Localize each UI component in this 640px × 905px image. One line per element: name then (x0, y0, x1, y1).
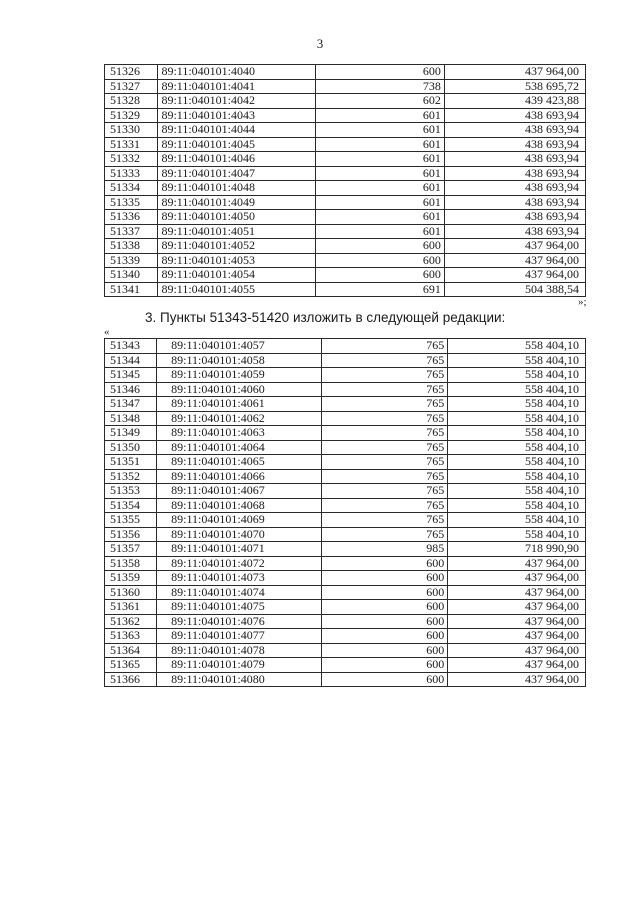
plot-number-cell: 51362 (105, 614, 157, 629)
area-cell: 765 (322, 498, 448, 513)
area-cell: 765 (322, 484, 448, 499)
table-row (105, 253, 586, 268)
cadastral-value-cell: 558 404,10 (448, 426, 586, 441)
plot-number-cell: 51350 (105, 440, 157, 455)
cadastral-number-cell: 89:11:040101:4072 (157, 556, 322, 571)
area-cell: 600 (322, 585, 448, 600)
cadastral-value-cell: 558 404,10 (448, 382, 586, 397)
land-plots-table-2 (104, 338, 586, 687)
plot-number-cell: 51363 (105, 629, 157, 644)
cadastral-value-cell: 437 964,00 (448, 614, 586, 629)
cadastral-number-cell: 89:11:040101:4060 (157, 382, 322, 397)
instruction-paragraph: 3. Пункты 51343-51420 изложить в следующей редакции: (145, 310, 506, 325)
cadastral-number-cell: 89:11:040101:4070 (157, 527, 322, 542)
area-cell: 765 (322, 513, 448, 528)
cadastral-value-cell: 438 693,94 (444, 152, 585, 167)
area-cell: 600 (322, 600, 448, 615)
area-cell: 600 (315, 239, 444, 254)
cadastral-number-cell: 89:11:040101:4079 (157, 658, 322, 673)
cadastral-value-cell: 558 404,10 (448, 339, 586, 354)
table-row (105, 239, 586, 254)
table-row (105, 382, 586, 397)
table-row (105, 181, 586, 196)
area-cell: 601 (315, 166, 444, 181)
table-row (105, 455, 586, 470)
table-row (105, 224, 586, 239)
cadastral-number-cell: 89:11:040101:4045 (158, 137, 315, 152)
cadastral-number-cell: 89:11:040101:4048 (158, 181, 315, 196)
cadastral-number-cell: 89:11:040101:4080 (157, 672, 322, 687)
table-row (105, 614, 586, 629)
area-cell: 600 (322, 629, 448, 644)
table-row (105, 195, 586, 210)
area-cell: 738 (315, 79, 444, 94)
plot-number-cell: 51354 (105, 498, 157, 513)
table-row (105, 556, 586, 571)
cadastral-number-cell: 89:11:040101:4043 (158, 108, 315, 123)
plot-number-cell: 51329 (105, 108, 158, 123)
cadastral-number-cell: 89:11:040101:4057 (157, 339, 322, 354)
table-row (105, 210, 586, 225)
cadastral-number-cell: 89:11:040101:4054 (158, 268, 315, 283)
area-cell: 765 (322, 339, 448, 354)
plot-number-cell: 51353 (105, 484, 157, 499)
cadastral-number-cell: 89:11:040101:4047 (158, 166, 315, 181)
cadastral-value-cell: 437 964,00 (448, 629, 586, 644)
area-cell: 601 (315, 152, 444, 167)
cadastral-number-cell: 89:11:040101:4069 (157, 513, 322, 528)
cadastral-value-cell: 438 693,94 (444, 181, 585, 196)
cadastral-value-cell: 558 404,10 (448, 498, 586, 513)
table-row (105, 527, 586, 542)
cadastral-value-cell: 437 964,00 (444, 65, 585, 80)
cadastral-value-cell: 718 990,90 (448, 542, 586, 557)
cadastral-value-cell: 438 693,94 (444, 108, 585, 123)
cadastral-value-cell: 437 964,00 (448, 585, 586, 600)
plot-number-cell: 51335 (105, 195, 158, 210)
plot-number-cell: 51343 (105, 339, 157, 354)
cadastral-value-cell: 558 404,10 (448, 353, 586, 368)
cadastral-value-cell: 437 964,00 (448, 672, 586, 687)
cadastral-number-cell: 89:11:040101:4067 (157, 484, 322, 499)
table-row (105, 440, 586, 455)
table-row (105, 513, 586, 528)
table-row (105, 426, 586, 441)
cadastral-value-cell: 504 388,54 (444, 282, 585, 297)
plot-number-cell: 51341 (105, 282, 158, 297)
cadastral-number-cell: 89:11:040101:4058 (157, 353, 322, 368)
plot-number-cell: 51338 (105, 239, 158, 254)
area-cell: 600 (315, 253, 444, 268)
closing-quote: »; (578, 296, 587, 308)
table-row (105, 571, 586, 586)
plot-number-cell: 51364 (105, 643, 157, 658)
cadastral-number-cell: 89:11:040101:4075 (157, 600, 322, 615)
table-row (105, 600, 586, 615)
plot-number-cell: 51334 (105, 181, 158, 196)
table-row (105, 94, 586, 109)
table-row (105, 469, 586, 484)
area-cell: 601 (315, 195, 444, 210)
table-1-body (105, 65, 586, 297)
cadastral-value-cell: 438 693,94 (444, 224, 585, 239)
area-cell: 765 (322, 527, 448, 542)
cadastral-value-cell: 437 964,00 (448, 556, 586, 571)
cadastral-value-cell: 558 404,10 (448, 397, 586, 412)
plot-number-cell: 51346 (105, 382, 157, 397)
plot-number-cell: 51332 (105, 152, 158, 167)
cadastral-value-cell: 558 404,10 (448, 368, 586, 383)
cadastral-number-cell: 89:11:040101:4061 (157, 397, 322, 412)
area-cell: 765 (322, 469, 448, 484)
plot-number-cell: 51339 (105, 253, 158, 268)
table-row (105, 585, 586, 600)
cadastral-value-cell: 437 964,00 (444, 253, 585, 268)
table-row (105, 268, 586, 283)
cadastral-value-cell: 439 423,88 (444, 94, 585, 109)
cadastral-number-cell: 89:11:040101:4077 (157, 629, 322, 644)
area-cell: 601 (315, 108, 444, 123)
plot-number-cell: 51331 (105, 137, 158, 152)
table-row (105, 339, 586, 354)
plot-number-cell: 51333 (105, 166, 158, 181)
cadastral-value-cell: 437 964,00 (444, 268, 585, 283)
cadastral-value-cell: 438 693,94 (444, 210, 585, 225)
table-row (105, 108, 586, 123)
plot-number-cell: 51326 (105, 65, 158, 80)
table-2-body (105, 339, 586, 687)
cadastral-value-cell: 558 404,10 (448, 411, 586, 426)
area-cell: 600 (315, 65, 444, 80)
table-row (105, 643, 586, 658)
plot-number-cell: 51340 (105, 268, 158, 283)
cadastral-number-cell: 89:11:040101:4062 (157, 411, 322, 426)
plot-number-cell: 51355 (105, 513, 157, 528)
plot-number-cell: 51344 (105, 353, 157, 368)
area-cell: 765 (322, 368, 448, 383)
plot-number-cell: 51361 (105, 600, 157, 615)
table-row (105, 353, 586, 368)
table-row (105, 166, 586, 181)
plot-number-cell: 51365 (105, 658, 157, 673)
table-row (105, 79, 586, 94)
cadastral-number-cell: 89:11:040101:4052 (158, 239, 315, 254)
page-number: 3 (316, 36, 324, 51)
cadastral-value-cell: 558 404,10 (448, 440, 586, 455)
plot-number-cell: 51349 (105, 426, 157, 441)
area-cell: 600 (322, 672, 448, 687)
cadastral-number-cell: 89:11:040101:4040 (158, 65, 315, 80)
cadastral-number-cell: 89:11:040101:4059 (157, 368, 322, 383)
area-cell: 600 (322, 571, 448, 586)
cadastral-number-cell: 89:11:040101:4073 (157, 571, 322, 586)
plot-number-cell: 51328 (105, 94, 158, 109)
table-row (105, 282, 586, 297)
plot-number-cell: 51337 (105, 224, 158, 239)
cadastral-number-cell: 89:11:040101:4053 (158, 253, 315, 268)
area-cell: 602 (315, 94, 444, 109)
cadastral-value-cell: 437 964,00 (448, 600, 586, 615)
area-cell: 601 (315, 181, 444, 196)
area-cell: 600 (322, 643, 448, 658)
area-cell: 765 (322, 382, 448, 397)
area-cell: 765 (322, 455, 448, 470)
area-cell: 691 (315, 282, 444, 297)
cadastral-number-cell: 89:11:040101:4068 (157, 498, 322, 513)
cadastral-value-cell: 437 964,00 (444, 239, 585, 254)
table-row (105, 411, 586, 426)
area-cell: 765 (322, 397, 448, 412)
cadastral-value-cell: 438 693,94 (444, 195, 585, 210)
area-cell: 601 (315, 137, 444, 152)
area-cell: 600 (322, 614, 448, 629)
plot-number-cell: 51352 (105, 469, 157, 484)
opening-quote: « (104, 326, 110, 338)
cadastral-number-cell: 89:11:040101:4063 (157, 426, 322, 441)
table-row (105, 484, 586, 499)
plot-number-cell: 51348 (105, 411, 157, 426)
plot-number-cell: 51366 (105, 672, 157, 687)
area-cell: 601 (315, 123, 444, 138)
table-row (105, 542, 586, 557)
table-row (105, 629, 586, 644)
cadastral-value-cell: 438 693,94 (444, 123, 585, 138)
cadastral-number-cell: 89:11:040101:4044 (158, 123, 315, 138)
cadastral-number-cell: 89:11:040101:4064 (157, 440, 322, 455)
cadastral-number-cell: 89:11:040101:4050 (158, 210, 315, 225)
area-cell: 765 (322, 353, 448, 368)
table-row (105, 123, 586, 138)
cadastral-number-cell: 89:11:040101:4049 (158, 195, 315, 210)
plot-number-cell: 51330 (105, 123, 158, 138)
cadastral-value-cell: 558 404,10 (448, 484, 586, 499)
cadastral-number-cell: 89:11:040101:4076 (157, 614, 322, 629)
area-cell: 601 (315, 210, 444, 225)
cadastral-value-cell: 437 964,00 (448, 643, 586, 658)
area-cell: 765 (322, 440, 448, 455)
cadastral-value-cell: 437 964,00 (448, 658, 586, 673)
area-cell: 765 (322, 411, 448, 426)
area-cell: 600 (322, 556, 448, 571)
area-cell: 600 (315, 268, 444, 283)
plot-number-cell: 51327 (105, 79, 158, 94)
cadastral-number-cell: 89:11:040101:4066 (157, 469, 322, 484)
cadastral-value-cell: 558 404,10 (448, 469, 586, 484)
cadastral-value-cell: 438 693,94 (444, 166, 585, 181)
table-row (105, 498, 586, 513)
cadastral-number-cell: 89:11:040101:4071 (157, 542, 322, 557)
cadastral-number-cell: 89:11:040101:4078 (157, 643, 322, 658)
plot-number-cell: 51360 (105, 585, 157, 600)
cadastral-value-cell: 558 404,10 (448, 513, 586, 528)
table-row (105, 397, 586, 412)
cadastral-value-cell: 538 695,72 (444, 79, 585, 94)
area-cell: 600 (322, 658, 448, 673)
cadastral-number-cell: 89:11:040101:4042 (158, 94, 315, 109)
table-row (105, 152, 586, 167)
cadastral-number-cell: 89:11:040101:4065 (157, 455, 322, 470)
area-cell: 601 (315, 224, 444, 239)
area-cell: 985 (322, 542, 448, 557)
plot-number-cell: 51359 (105, 571, 157, 586)
plot-number-cell: 51345 (105, 368, 157, 383)
area-cell: 765 (322, 426, 448, 441)
table-row (105, 65, 586, 80)
cadastral-number-cell: 89:11:040101:4046 (158, 152, 315, 167)
cadastral-value-cell: 558 404,10 (448, 455, 586, 470)
plot-number-cell: 51351 (105, 455, 157, 470)
plot-number-cell: 51336 (105, 210, 158, 225)
plot-number-cell: 51356 (105, 527, 157, 542)
cadastral-number-cell: 89:11:040101:4074 (157, 585, 322, 600)
cadastral-value-cell: 558 404,10 (448, 527, 586, 542)
cadastral-number-cell: 89:11:040101:4041 (158, 79, 315, 94)
table-row (105, 672, 586, 687)
table-row (105, 368, 586, 383)
cadastral-number-cell: 89:11:040101:4055 (158, 282, 315, 297)
table-row (105, 137, 586, 152)
plot-number-cell: 51358 (105, 556, 157, 571)
plot-number-cell: 51357 (105, 542, 157, 557)
cadastral-value-cell: 438 693,94 (444, 137, 585, 152)
cadastral-value-cell: 437 964,00 (448, 571, 586, 586)
cadastral-number-cell: 89:11:040101:4051 (158, 224, 315, 239)
plot-number-cell: 51347 (105, 397, 157, 412)
land-plots-table-1 (104, 64, 586, 297)
table-row (105, 658, 586, 673)
